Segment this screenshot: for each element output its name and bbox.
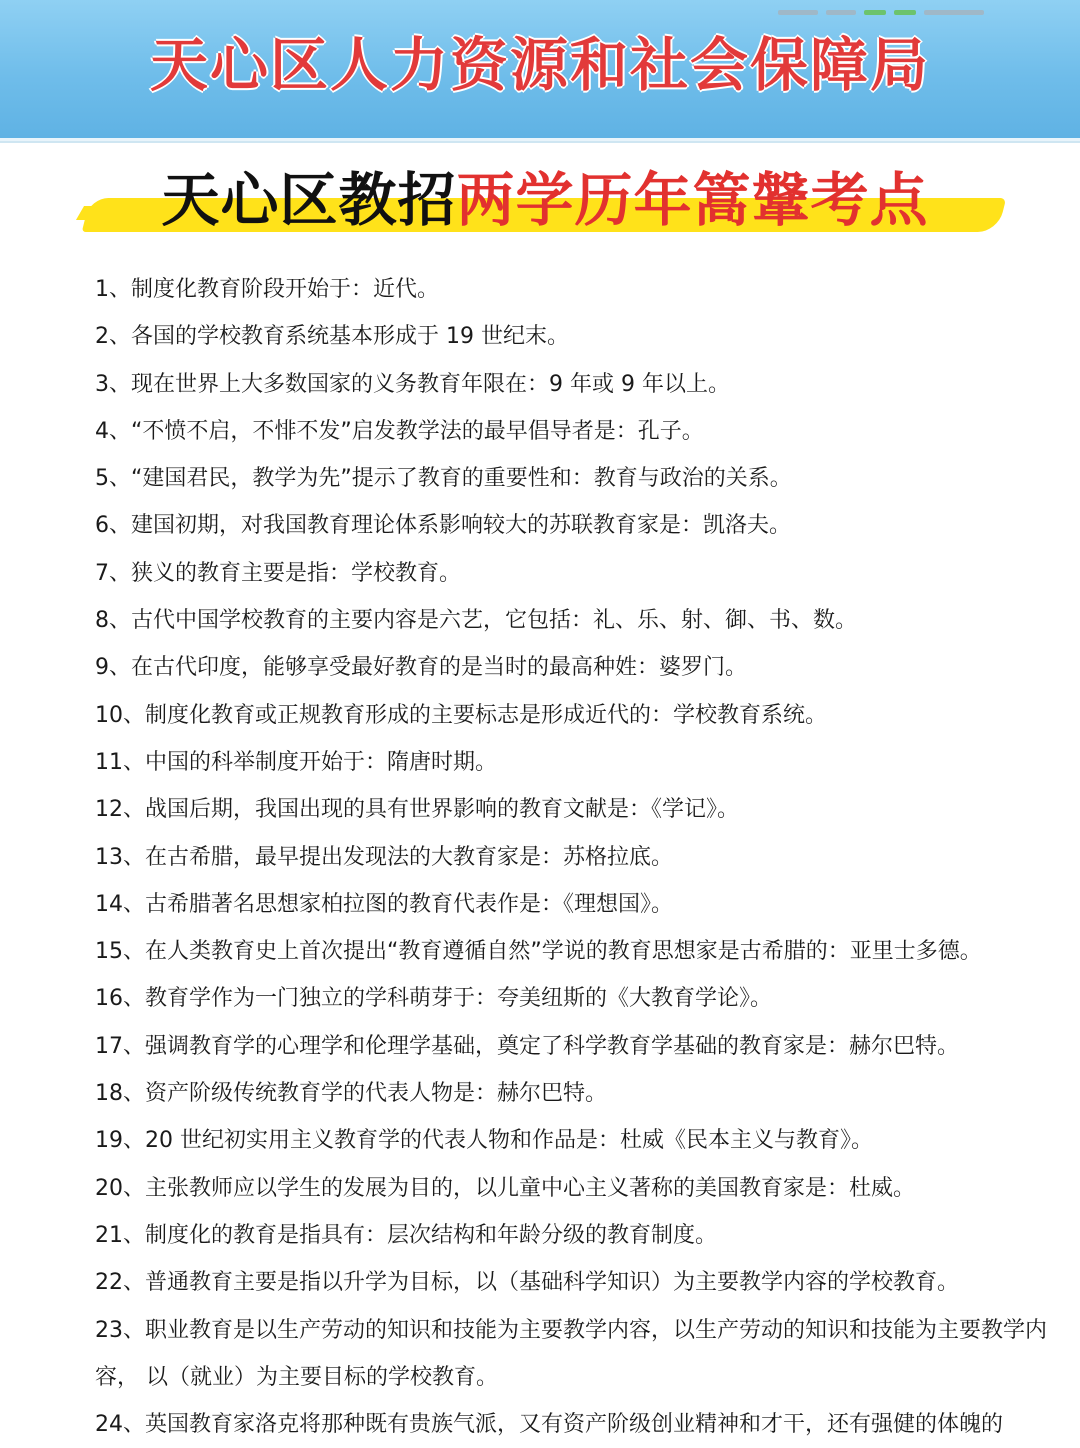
list-item: 12、战国后期，我国出现的具有世界影响的教育文献是：《学记》。 bbox=[95, 797, 739, 823]
list-item: 17、强调教育学的心理学和伦理学基础，奠定了科学教育学基础的教育家是：赫尔巴特。 bbox=[95, 1033, 959, 1059]
banner-title: 天心区人力资源和社会保障局 bbox=[149, 31, 930, 99]
list-item: 10、制度化教育或正规教育形成的主要标志是形成近代的：学校教育系统。 bbox=[95, 702, 827, 728]
list-item: 16、教育学作为一门独立的学科萌芽于：夸美纽斯的《大教育学论》。 bbox=[95, 986, 772, 1012]
list-item: 6、建国初期，对我国教育理论体系影响较大的苏联教育家是：凯洛夫。 bbox=[95, 513, 791, 539]
list-item: 19、20 世纪初实用主义教育学的代表人物和作品是：杜威《民本主义与教育》。 bbox=[95, 1128, 873, 1154]
subtitle-block bbox=[80, 160, 1010, 242]
list-item: 18、资产阶级传统教育学的代表人物是：赫尔巴特。 bbox=[95, 1081, 607, 1107]
list-item: 24、英国教育家洛克将那种既有贵族气派，又有资产阶级创业精神和才干，还有强健的体魄的 bbox=[95, 1412, 1003, 1438]
page-subtitle bbox=[80, 160, 1010, 240]
list-item: 21、制度化的教育是指具有：层次结构和年龄分级的教育制度。 bbox=[95, 1222, 717, 1248]
subtitle-part-black: 天心区教招 bbox=[161, 166, 457, 234]
banner-divider bbox=[0, 141, 1080, 143]
list-item: 13、在古希腊，最早提出发现法的大教育家是：苏格拉底。 bbox=[95, 844, 673, 870]
list-item: 5、“建国君民，教学为先”提示了教育的重要性和：教育与政治的关系。 bbox=[95, 466, 792, 492]
list-item: 22、普通教育主要是指以升学为目标，以（基础科学知识）为主要教学内容的学校教育。 bbox=[95, 1270, 959, 1296]
list-item: 4、“不愤不启，不悱不发”启发教学法的最早倡导者是：孔子。 bbox=[95, 418, 704, 444]
list-item: 14、古希腊著名思想家柏拉图的教育代表作是：《理想国》。 bbox=[95, 891, 673, 917]
list-item: 2、各国的学校教育系统基本形成于 19 世纪末。 bbox=[95, 324, 569, 350]
list-item: 11、中国的科举制度开始于：隋唐时期。 bbox=[95, 749, 497, 775]
list-item: 8、古代中国学校教育的主要内容是六艺，它包括：礼、乐、射、御、书、数。 bbox=[95, 608, 857, 634]
status-icons bbox=[770, 0, 1050, 6]
subtitle-part-red: 两学历年篙鞶考点 bbox=[456, 166, 929, 234]
list-item: 1、制度化教育阶段开始于：近代。 bbox=[95, 277, 439, 302]
list-item: 20、主张教师应以学生的发展为目的，以儿童中心主义著称的美国教育家是：杜威。 bbox=[95, 1175, 915, 1201]
list-item: 3、现在世界上大多数国家的义务教育年限在：9 年或 9 年以上。 bbox=[95, 371, 730, 397]
list-item: 9、在古代印度，能够享受最好教育的是当时的最高种姓：婆罗门。 bbox=[95, 655, 747, 681]
header-banner bbox=[0, 0, 1080, 141]
list-item: 23、职业教育是以生产劳动的知识和技能为主要教学内容，以生产劳动的知识和技能为主要教学内容， 以（就业）为主要目标的学校教育。 bbox=[95, 1317, 1047, 1390]
list-item: 7、狭义的教育主要是指：学校教育。 bbox=[95, 560, 461, 586]
exam-points-list bbox=[95, 266, 1065, 1448]
list-item: 15、在人类教育史上首次提出“教育遵循自然”学说的教育思想家是古希腊的：亚里士多德。 bbox=[95, 939, 982, 965]
